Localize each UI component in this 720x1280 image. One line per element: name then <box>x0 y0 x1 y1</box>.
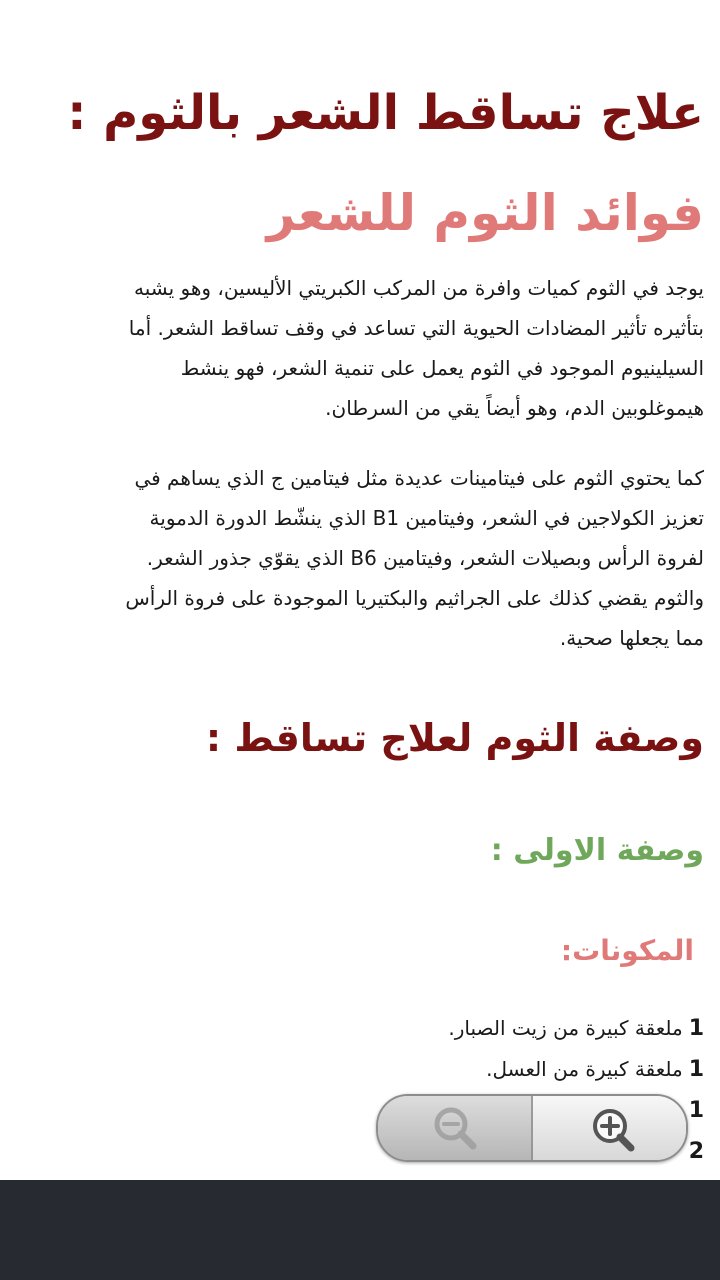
ingredient-qty: 1 <box>688 1016 704 1041</box>
paragraph-line: السيلينيوم الموجود في الثوم يعمل على تنمية الشعر، فهو ينشط <box>180 356 704 380</box>
article-subtitle: فوائد الثوم للشعر <box>266 184 704 242</box>
zoom-control <box>376 1094 688 1162</box>
zoom-in-icon <box>584 1102 636 1154</box>
ingredient-item <box>16 1008 704 1049</box>
ingredient-qty: 1 <box>688 1098 704 1123</box>
paragraph-line: تعزيز الكولاجين في الشعر، وفيتامين B1 الذي ينشّط الدورة الدموية <box>149 506 704 530</box>
ingredient-item <box>16 1049 704 1090</box>
zoom-out-button[interactable] <box>378 1096 533 1160</box>
bottom-bar <box>0 1180 720 1280</box>
ingredient-qty: 1 <box>688 1057 704 1082</box>
recipe-one-heading: وصفة الاولى : <box>490 833 704 868</box>
paragraph-line: لفروة الرأس وبصيلات الشعر، وفيتامين B6 الذي يقوّي جذور الشعر. <box>146 546 704 570</box>
paragraph-vitamins <box>16 458 704 658</box>
ingredient-text: ملعقة كبيرة من العسل. <box>486 1057 683 1081</box>
ingredients-heading: المكونات: <box>560 934 694 967</box>
paragraph-line: كما يحتوي الثوم على فيتامينات عديدة مثل فيتامين ج الذي يساهم في <box>134 466 704 490</box>
paragraph-garlic-benefits <box>16 268 704 428</box>
paragraph-line: يوجد في الثوم كميات وافرة من المركب الكبريتي الأليسين، وهو يشبه <box>133 276 704 300</box>
paragraph-line: بتأثيره تأثير المضادات الحيوية التي تساعد في وقف تساقط الشعر. أما <box>128 316 704 340</box>
paragraph-line: والثوم يقضي كذلك على الجراثيم والبكتيريا الموجودة على فروة الرأس <box>125 586 704 610</box>
article-title: علاج تساقط الشعر بالثوم : <box>67 85 704 141</box>
zoom-in-button[interactable] <box>533 1096 686 1160</box>
ingredient-qty: 2 <box>688 1139 704 1164</box>
paragraph-line: هيموغلوبين الدم، وهو أيضاً يقي من السرطان. <box>325 396 704 420</box>
ingredient-text: ملعقة كبيرة من زيت الصبار. <box>448 1016 683 1040</box>
paragraph-line: مما يجعلها صحية. <box>559 626 704 650</box>
recipe-heading: وصفة الثوم لعلاج تساقط : <box>205 716 704 760</box>
zoom-out-icon <box>429 1102 481 1154</box>
